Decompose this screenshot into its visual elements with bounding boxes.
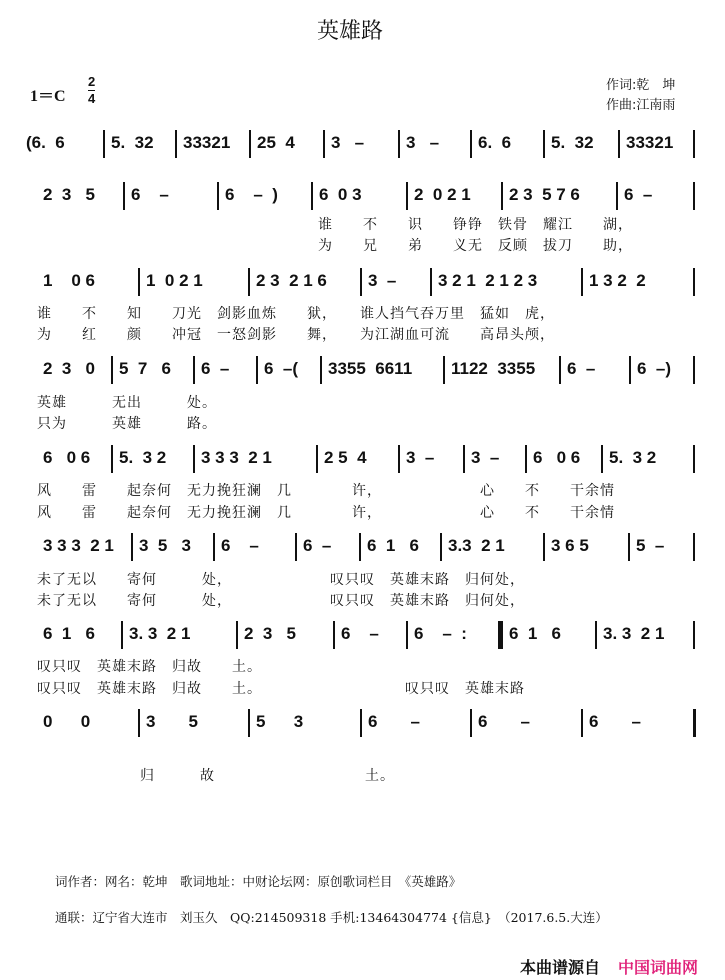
time-signature [88,74,95,107]
measure: 5 3 [256,712,304,731]
measure: 6 0 3 [319,185,362,204]
measure: 2 5 4 [324,448,367,467]
measure: 3 – [471,448,500,467]
bar-line [693,356,695,384]
lyric-line: 未了无以 寄何 处， 叹只叹 英雄末路 归何处， [37,593,525,609]
measure: 6 1 6 [43,624,95,643]
measure: 6 – [478,712,530,731]
measure: 33321 [626,133,674,152]
lyric-line: 为 兄 弟 义无 反顾 拔刀 助， [318,238,633,254]
lyric-line: 谁 不 识 铮铮 铁骨 耀江 湖， [318,217,633,233]
lyric-line: 叹只叹 英雄末路 归故 土。 [37,659,262,675]
bar-line [693,533,695,561]
bar-line [693,445,695,473]
measure: 6 – [567,359,596,378]
measure: 3 – [331,133,365,152]
measure: 3.3 2 1 [448,536,505,555]
measure: 3 6 5 [551,536,589,555]
measure: 25 4 [257,133,295,152]
staff-row [0,182,725,212]
measure: 6 1 6 [509,624,561,643]
measure: 5 7 6 [119,359,171,378]
measure: 2 3 5 7 6 [509,185,580,204]
lyric-line: 英雄 无出 处。 [37,395,217,411]
measure: 3 3 3 2 1 [43,536,114,555]
measure: 3. 3 2 1 [129,624,191,643]
source-site-link[interactable]: 中国词曲网 [618,958,699,977]
staff-row [0,445,725,475]
measure: 6 –( [264,359,299,378]
measure: 6 – [201,359,230,378]
measure: 2 3 5 [244,624,296,643]
measure: 5. 3 2 [119,448,167,467]
lyricist-credit: 作词:乾 坤 [606,78,676,93]
bar-line [693,182,695,210]
composer-credit: 作曲:江南雨 [606,98,676,113]
measure: 0 0 [43,712,91,731]
measure: 3 – [406,448,435,467]
measure: 3 – [406,133,440,152]
measure: 5. 32 [551,133,594,152]
measure: 6 – [368,712,420,731]
measure: 6 0 6 [43,448,91,467]
measure: 1 0 2 1 [146,271,203,290]
measure: 2 3 5 [43,185,95,204]
measure: 3 – [368,271,397,290]
measure: 3 5 [146,712,198,731]
measure: 6 – [341,624,379,643]
final-bar-line [693,709,696,737]
staff-row [0,621,725,651]
measure: 6. 6 [478,133,512,152]
repeat-bar-line [498,621,501,649]
footer-contact-info: 通联：辽宁省大连市 刘玉久 QQ:214509318 手机:13464304774 {信息} （2017.6.5.大连） [55,910,608,925]
time-signature-bottom: 4 [88,91,96,106]
measure: 2 3 0 [43,359,95,378]
bar-line [693,621,695,649]
measure: 6 1 6 [367,536,419,555]
staff-row [0,268,725,298]
lyric-line: 未了无以 寄何 处， 叹只叹 英雄末路 归何处， [37,572,525,588]
lyric-line: 风 雷 起奈何 无力挽狂澜 几 许， 心 不 干余情 [37,505,615,521]
measure: (6. 6 [26,133,65,152]
measure: 6 – ) [225,185,278,204]
lyric-line: 谁 不 知 刀光 剑影血炼 狱， 谁人挡气吞万里 猛如 虎， [37,306,555,322]
measure: 2 3 2 1 6 [256,271,327,290]
footer-author-info: 词作者：网名：乾坤 歌词地址：中财论坛网：原创歌词栏目 《英雄路》 [55,874,462,889]
measure: 1 3 2 2 [589,271,646,290]
source-attribution [520,955,698,978]
measure: 3. 3 2 1 [603,624,665,643]
staff-row [0,130,725,160]
measure: 6 – [221,536,259,555]
bar-line [693,268,695,296]
lyric-line: 只为 英雄 路。 [37,416,217,432]
lyric-line: 为 红 颜 冲冠 一怒剑影 舞， 为江湖血可流 高昂头颅， [37,327,555,343]
measure: 1 0 6 [43,271,95,290]
measure: 1122 3355 [451,359,536,378]
staff-row [0,533,725,563]
measure: 3 5 3 [139,536,191,555]
source-label: 本曲谱源自 [520,958,601,977]
measure: 5. 3 2 [609,448,657,467]
staff-row [0,356,725,386]
measure: 6 – : [414,624,467,643]
measure: 6 0 6 [533,448,581,467]
bar-line [693,130,695,158]
measure: 6 – [303,536,332,555]
key-signature: 1＝C [30,88,66,105]
lyric-line: 叹只叹 英雄末路 归故 土。 叹只叹 英雄末路 [37,681,525,697]
staff-row [0,709,725,739]
song-title: 英雄路 [316,19,383,44]
measure: 6 –) [637,359,672,378]
measure: 6 – [131,185,169,204]
measure: 3 2 1 2 1 2 3 [438,271,538,290]
measure: 33321 [183,133,231,152]
measure: 3 3 3 2 1 [201,448,272,467]
measure: 3355 6611 [328,359,413,378]
measure: 6 – [589,712,641,731]
lyric-line: 风 雷 起奈何 无力挽狂澜 几 许， 心 不 干余情 [37,483,615,499]
measure: 2 0 2 1 [414,185,471,204]
time-signature-top: 2 [88,74,96,89]
measure: 5. 32 [111,133,154,152]
lyric-line: 归 故 土。 [140,768,395,784]
measure: 5 – [636,536,665,555]
measure: 6 – [624,185,653,204]
